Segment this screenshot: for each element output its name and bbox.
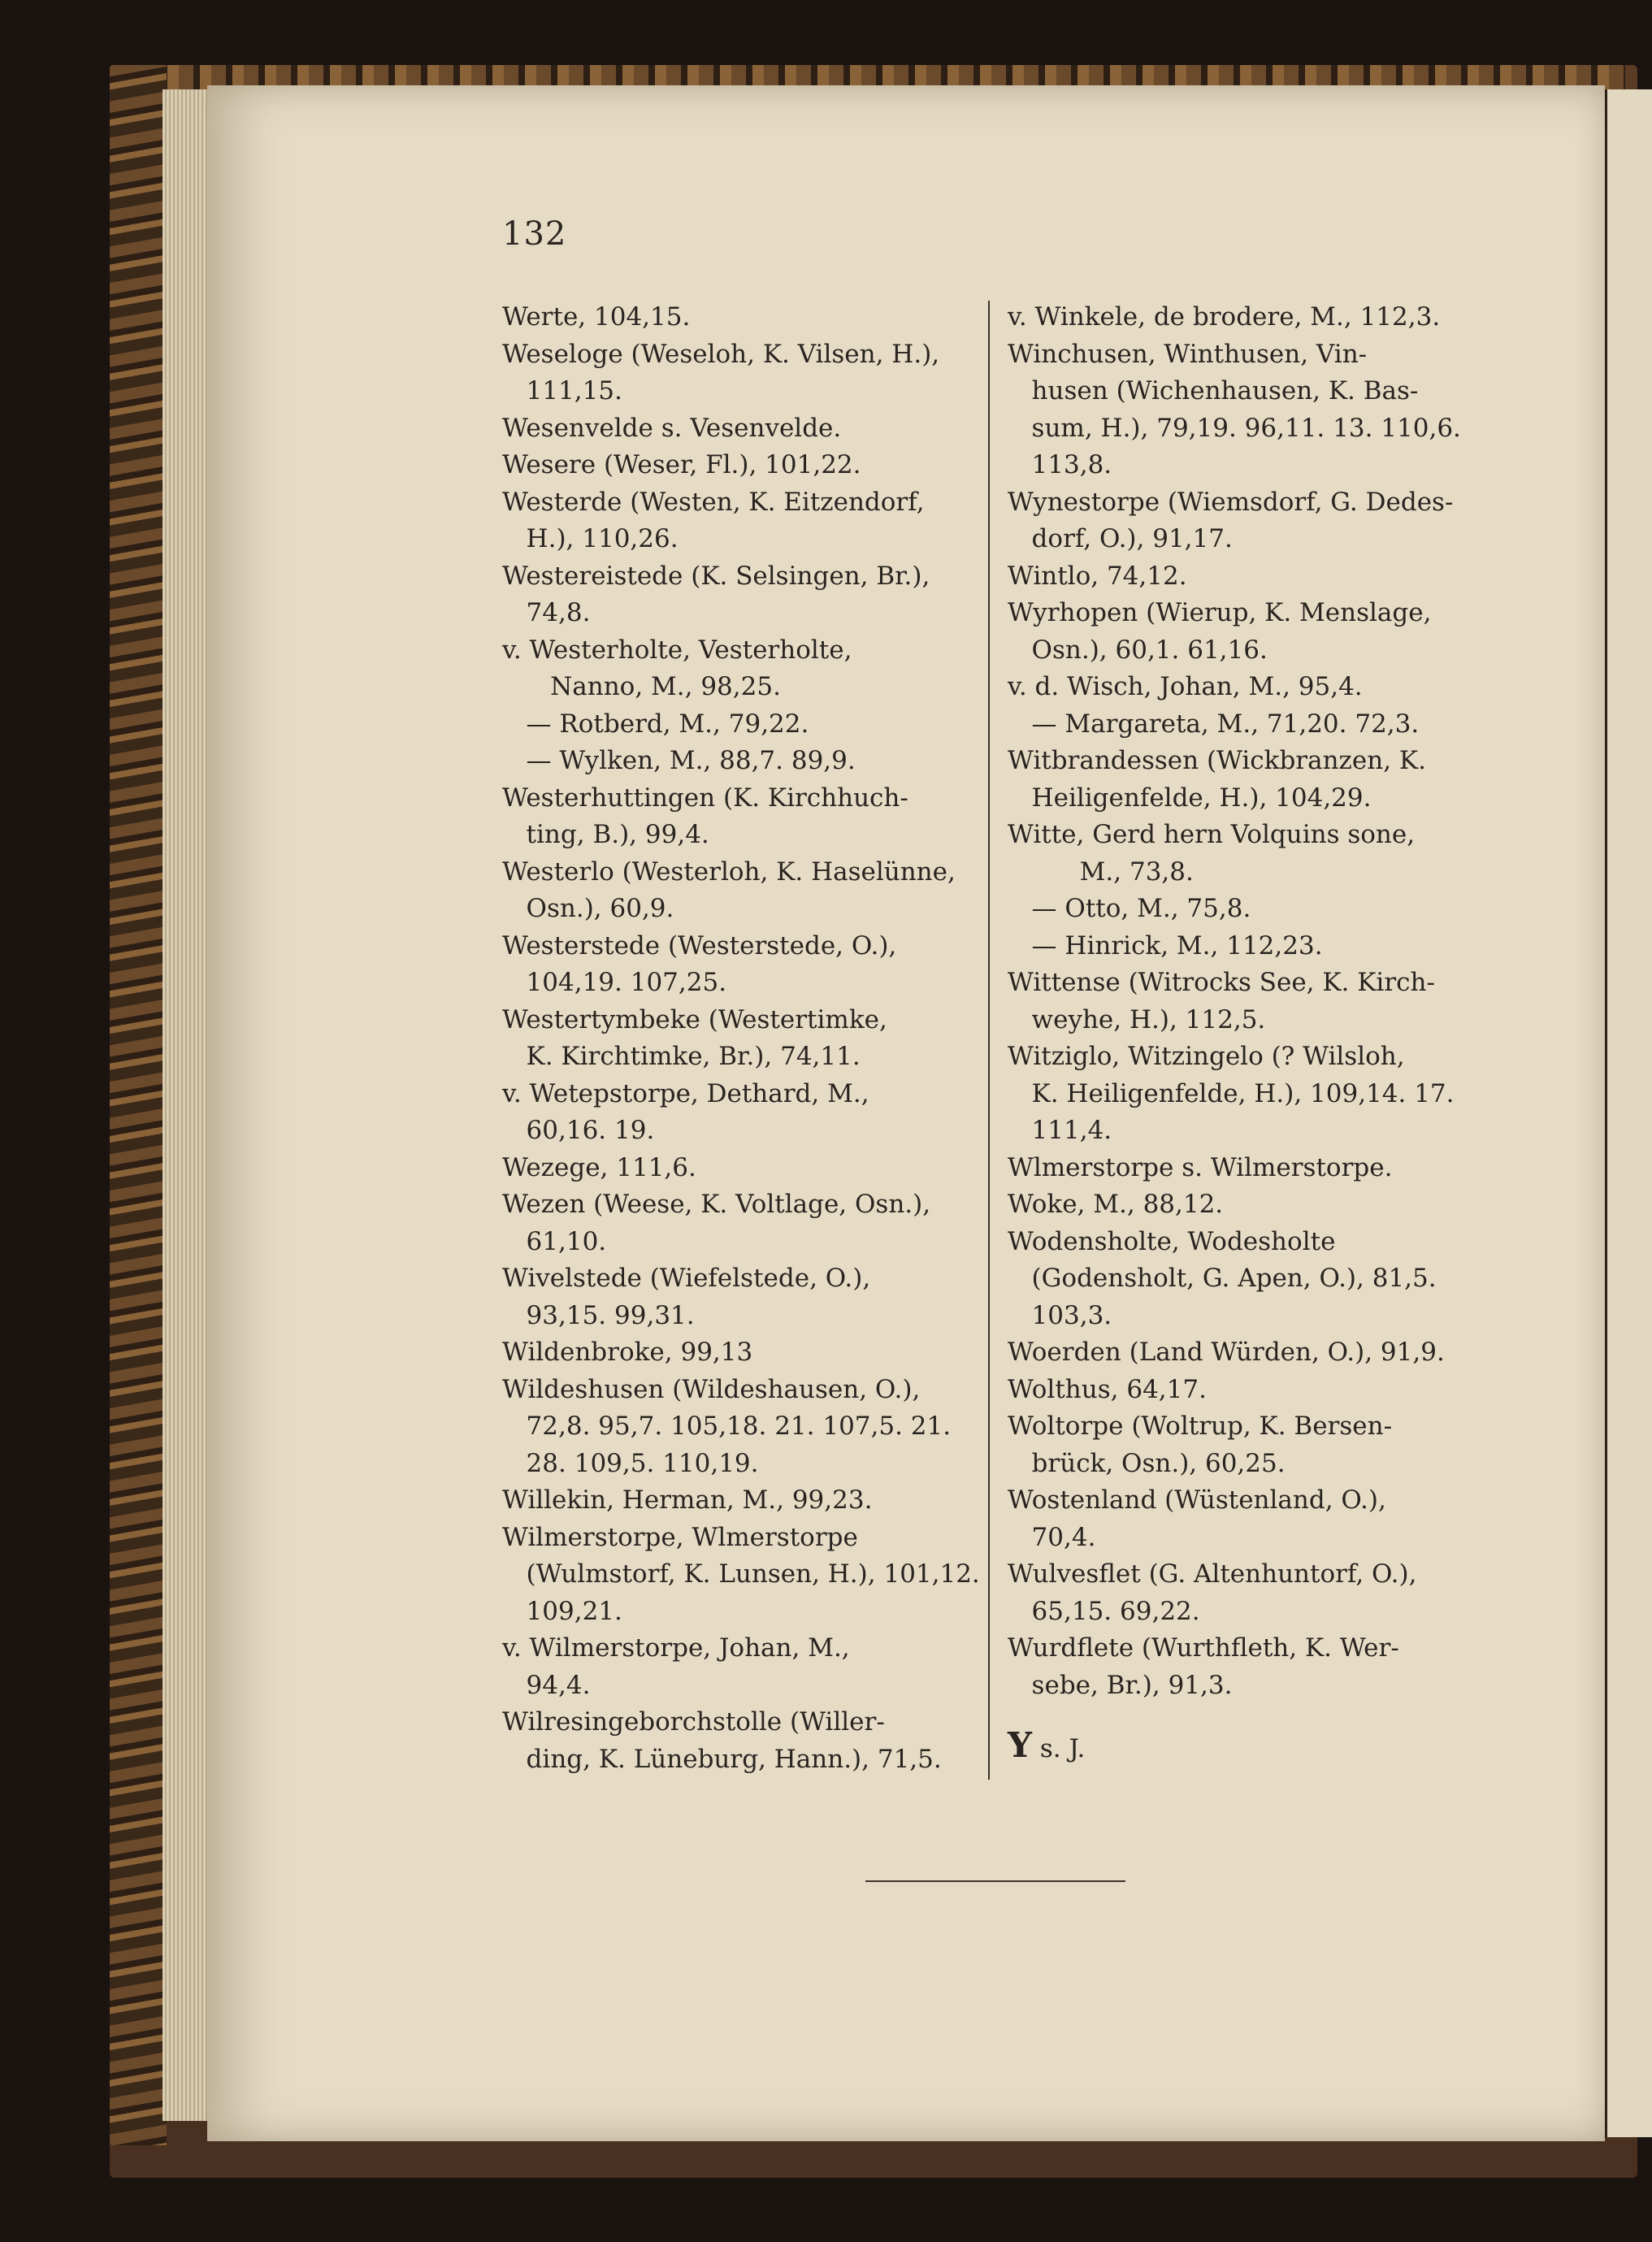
index-entry-line: 111,15. (502, 376, 622, 405)
index-entry-line: sum, H.), 79,19. 96,11. 13. 110,6. (1008, 413, 1461, 443)
index-entry-line: 94,4. (502, 1670, 591, 1700)
index-entry-line: 103,3. (1008, 1300, 1112, 1330)
index-entry-line: v. Wilmerstorpe, Johan, M., (502, 1633, 850, 1663)
index-entry-line: Witte, Gerd hern Volquins sone, (1008, 820, 1416, 849)
index-entry-line: Weseloge (Weseloh, K. Vilsen, H.), (502, 339, 940, 369)
index-entry-line: Woltorpe (Woltrup, K. Bersen- (1008, 1412, 1393, 1441)
index-entry-line: Wilresingeborchstolle (Willer- (502, 1707, 885, 1737)
index-entry-line: Westerstede (Westerstede, O.), (502, 930, 897, 961)
page-number: 132 (502, 215, 567, 253)
index-entry-line: M., 73,8. (1008, 856, 1194, 887)
book-spine-marbling (110, 65, 167, 2145)
index-entry-line: — Hinrick, M., 112,23. (1008, 930, 1323, 961)
index-entry-line: v. Wetepstorpe, Dethard, M., (502, 1078, 869, 1108)
index-entry-line: Wostenland (Wüstenland, O.), (1008, 1485, 1386, 1515)
index-entry-line: Woerden (Land Würden, O.), 91,9. (1008, 1338, 1445, 1367)
index-entry-line: Heiligenfelde, H.), 104,29. (1008, 783, 1372, 813)
index-entry-line: Wyrhopen (Wierup, K. Menslage, (1008, 598, 1432, 627)
index-entry-line: Westerlo (Westerloh, K. Haselünne, (502, 856, 956, 887)
index-entry-line: Wulvesflet (G. Altenhuntorf, O.), (1008, 1559, 1417, 1589)
index-entry-line: Wildenbroke, 99,13 (502, 1338, 753, 1367)
index-entry-line: 65,15. 69,22. (1008, 1596, 1200, 1626)
section-letter: Y (1008, 1725, 1032, 1765)
index-column-right (1008, 299, 1479, 1768)
index-entry-line: 111,4. (1008, 1116, 1112, 1145)
index-entry-line: H.), 110,26. (502, 524, 679, 553)
index-entry-line: Wilmerstorpe, Wlmerstorpe (502, 1522, 858, 1552)
index-entry-line: K. Heiligenfelde, H.), 109,14. 17. (1008, 1078, 1455, 1108)
index-entry-line: Wurdflete (Wurthfleth, K. Wer- (1008, 1633, 1399, 1663)
index-entry-line: v. d. Wisch, Johan, M., 95,4. (1008, 672, 1363, 701)
index-entry-line: Osn.), 60,1. 61,16. (1008, 635, 1268, 665)
index-column-left (502, 299, 980, 1778)
index-entry-line: — Otto, M., 75,8. (1008, 894, 1251, 923)
index-entry-line: (Godensholt, G. Apen, O.), 81,5. (1008, 1264, 1437, 1293)
index-entry-line: Wivelstede (Wiefelstede, O.), (502, 1264, 871, 1293)
index-entry-line: K. Kirchtimke, Br.), 74,11. (502, 1042, 861, 1071)
index-entry-line: — Rotberd, M., 79,22. (502, 709, 809, 739)
section-reference: s. J. (1039, 1734, 1086, 1763)
index-entry-line: Nanno, M., 98,25. (502, 672, 781, 701)
index-entry-line: — Margareta, M., 71,20. 72,3. (1008, 709, 1420, 739)
index-entry-line: Wezen (Weese, K. Voltlage, Osn.), (502, 1190, 931, 1219)
index-entry-line: Wesere (Weser, Fl.), 101,22. (502, 450, 861, 479)
facing-page-edge (1605, 89, 1652, 2137)
index-entry-line: Witziglo, Witzingelo (? Wilsloh, (1008, 1042, 1405, 1071)
section-y-heading (1008, 1727, 1479, 1768)
index-entry-line: Wezege, 111,6. (502, 1152, 696, 1182)
index-entry-line: Wodensholte, Wodesholte (1008, 1226, 1336, 1256)
index-entry-line: dorf, O.), 91,17. (1008, 524, 1233, 553)
index-entry-line: ding, K. Lüneburg, Hann.), 71,5. (502, 1744, 942, 1774)
index-entry-line: weyhe, H.), 112,5. (1008, 1004, 1266, 1034)
index-entry-line: 74,8. (502, 598, 591, 627)
index-entry-line: Wolthus, 64,17. (1008, 1374, 1207, 1404)
index-entry-line: 104,19. 107,25. (502, 968, 727, 997)
index-entry-line: Westereistede (K. Selsingen, Br.), (502, 561, 930, 591)
index-entry-line: 113,8. (1008, 450, 1112, 479)
index-entry-line: Woke, M., 88,12. (1008, 1190, 1224, 1219)
index-entry-line: Wildeshusen (Wildeshausen, O.), (502, 1374, 921, 1404)
index-entry-line: 70,4. (1008, 1522, 1096, 1552)
index-entry-line: Wintlo, 74,12. (1008, 561, 1187, 591)
index-entry-line: Westerde (Westen, K. Eitzendorf, (502, 487, 925, 517)
index-entry-line: 60,16. 19. (502, 1116, 655, 1145)
index-entry-line: ting, B.), 99,4. (502, 820, 709, 849)
index-entry-line: Wynestorpe (Wiemsdorf, G. Dedes- (1008, 487, 1454, 517)
index-entry-line: Wesenvelde s. Vesenvelde. (502, 413, 842, 443)
index-entry-line: 28. 109,5. 110,19. (502, 1448, 759, 1478)
index-entry-line: 109,21. (502, 1596, 622, 1626)
index-entry-line: Wittense (Witrocks See, K. Kirch- (1008, 968, 1435, 997)
index-entry-line: sebe, Br.), 91,3. (1008, 1670, 1233, 1700)
index-entry-line: Westertymbeke (Westertimke, (502, 1004, 887, 1034)
index-entry-line: Wlmerstorpe s. Wilmerstorpe. (1008, 1152, 1393, 1182)
column-divider (988, 301, 990, 1780)
index-entry-line: — Wylken, M., 88,7. 89,9. (502, 746, 856, 775)
index-entry-line: 93,15. 99,31. (502, 1300, 695, 1330)
index-entry-line: 72,8. 95,7. 105,18. 21. 107,5. 21. (502, 1412, 952, 1441)
index-entry-line: Werte, 104,15. (502, 302, 691, 332)
end-rule (865, 1880, 1125, 1882)
index-entry-line: Osn.), 60,9. (502, 894, 674, 923)
index-entry-line: (Wulmstorf, K. Lunsen, H.), 101,12. (502, 1559, 980, 1589)
index-entry-line: Winchusen, Winthusen, Vin- (1008, 339, 1368, 369)
index-entry-line: Witbrandessen (Wickbranzen, K. (1008, 746, 1426, 775)
index-entry-line: v. Winkele, de brodere, M., 112,3. (1008, 302, 1441, 332)
index-entry-line: Westerhuttingen (K. Kirchhuch- (502, 783, 908, 813)
index-entry-line: husen (Wichenhausen, K. Bas- (1008, 376, 1419, 405)
index-entry-line: Willekin, Herman, M., 99,23. (502, 1485, 873, 1515)
index-entry-line: 61,10. (502, 1226, 607, 1256)
index-entry-line: brück, Osn.), 60,25. (1008, 1448, 1286, 1478)
index-entry-line: v. Westerholte, Vesterholte, (502, 635, 852, 665)
